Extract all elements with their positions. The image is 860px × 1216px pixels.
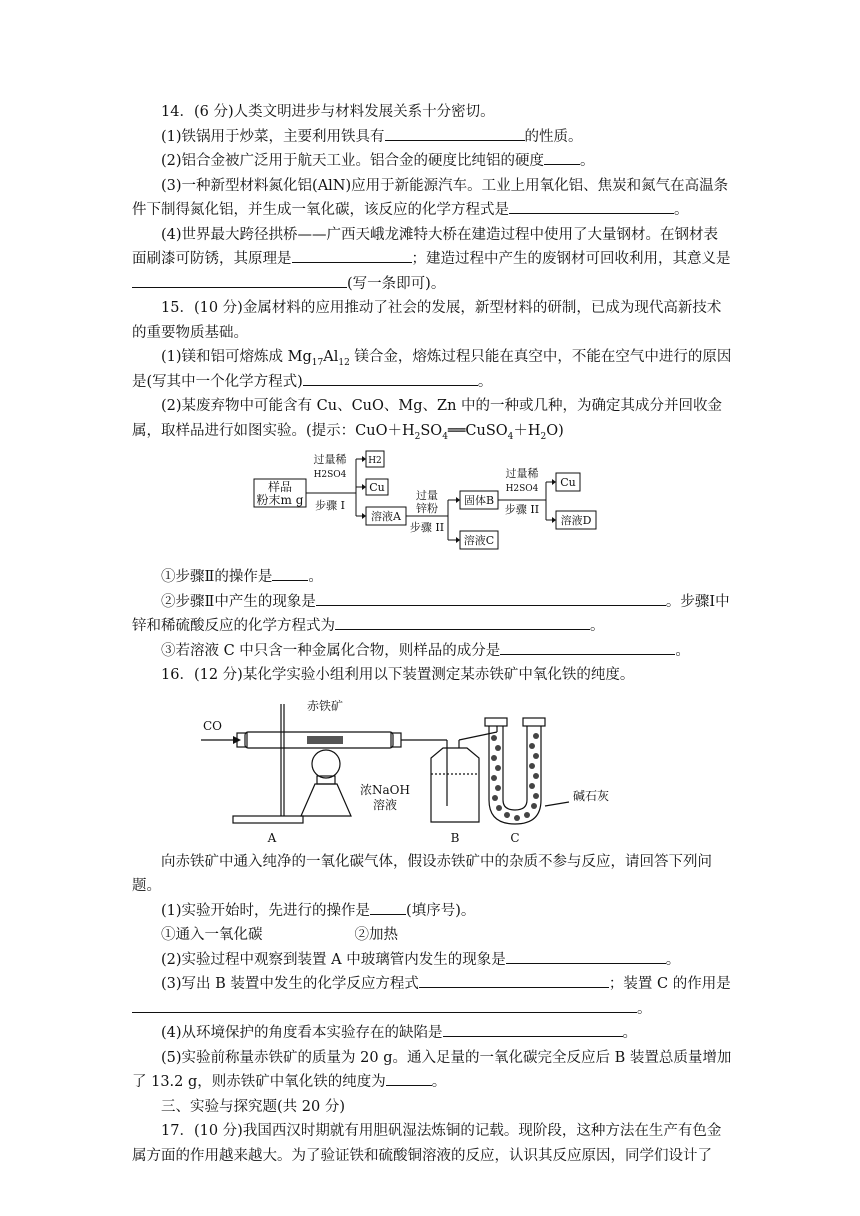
flow-sample-line2: 粉末m g	[256, 493, 304, 507]
label-lime: 碱石灰	[572, 788, 610, 803]
flow-reagent2-line1: 过量	[416, 489, 438, 502]
q16-blank1[interactable]	[370, 899, 406, 915]
label-c: C	[510, 830, 520, 845]
flow-solid-b: 固体B	[463, 494, 495, 507]
q16-part2: (2)实验过程中观察到装置 A 中玻璃管内发生的现象是 。	[132, 948, 732, 973]
q16-part3: (3)写出 B 装置中发生的化学反应方程式 ；装置 C 的作用是。	[132, 972, 732, 1021]
q16-options	[132, 923, 732, 948]
q16-blank5[interactable]	[443, 1021, 623, 1037]
flow-step1: 步骤 I	[315, 499, 345, 512]
stand-base	[233, 816, 303, 823]
label-co: CO	[203, 718, 223, 733]
q14-stem: 14．(6 分)人类文明进步与材料发展关系十分密切。	[161, 104, 495, 120]
q14-part1: (1)铁锅用于炒菜，主要利用铁具有 的性质。	[132, 125, 732, 150]
label-a: A	[267, 830, 277, 845]
q16-part5: (5)实验前称量赤铁矿的质量为 20 g。通入足量的一氧化碳完全反应后 B 装置总质量增加了 13.2 g，则赤铁矿中氧化铁的纯度为 。	[132, 1049, 732, 1090]
soda-lime-granules	[491, 733, 539, 821]
label-b: B	[450, 830, 460, 845]
q15-blank2[interactable]	[272, 565, 308, 581]
label-naoh-line2: 溶液	[372, 797, 398, 812]
flow-reagent2-line2: 锌粉	[416, 502, 438, 515]
q15-part1: (1)镁和铝可熔炼成 $Mg_{17}Al_{12}$ 镁合金，熔炼过程只能在真空中，不能在空气中进行的原因是(写其中一个化学方程式) 。	[132, 349, 732, 390]
u-left-stopper	[485, 718, 507, 726]
q14-part2: (2)铝合金被广泛用于航天工业。铝合金的硬度比纯铝的硬度 。	[132, 149, 732, 174]
q15-blank5[interactable]	[500, 639, 675, 655]
label-naoh-line1: 浓NaOH	[360, 782, 410, 797]
flow-reagent1-line2: H2SO4	[313, 470, 347, 480]
lamp-body	[301, 784, 351, 816]
flow-sample-line1: 样品	[267, 480, 293, 494]
q16-apparatus-diagram	[197, 696, 667, 846]
flow-sol-d: 溶液D	[560, 514, 592, 527]
ore-sample	[307, 736, 343, 744]
q15-stem: 15．(10 分)金属材料的应用推动了社会的发展，新型材料的研制，已成为现代高新技术的重要物质基础。	[132, 300, 722, 341]
flow-reagent1-line1: 过量稀	[313, 453, 347, 466]
u-right-stopper	[523, 718, 545, 726]
flow-step2b: 步骤 II	[504, 503, 540, 516]
flow-sol-a: 溶液A	[371, 510, 401, 523]
q16-intro: 向赤铁矿中通入纯净的一氧化碳气体，假设赤铁矿中的杂质不参与反应，请回答下列问题。	[132, 853, 712, 894]
bottle-b	[431, 748, 479, 822]
u-tube-inner	[503, 726, 527, 810]
q14-blank4[interactable]	[292, 247, 412, 263]
q14-blank2[interactable]	[544, 149, 580, 165]
q15-sub1: ①步骤Ⅱ的操作是 。	[132, 565, 732, 590]
flow-reagent3-line2: H2SO4	[505, 484, 539, 494]
section-heading: 三、实验与探究题(共 20 分)	[161, 1098, 345, 1115]
q15-sub3: ③若溶液 C 中只含一种金属化合物，则样品的成分是 。	[132, 639, 732, 664]
q16-option1: ①通入一氧化碳	[161, 927, 263, 943]
q16-option2: ②加热	[354, 927, 398, 943]
q16-blank2[interactable]	[506, 948, 666, 964]
q15-blank1[interactable]	[303, 370, 478, 386]
flow-cu2: Cu	[560, 476, 576, 489]
q14-blank5[interactable]	[132, 272, 347, 288]
flow-step2a: 步骤 II	[409, 521, 445, 534]
label-ore: 赤铁矿	[306, 698, 344, 713]
q16-blank4[interactable]	[132, 997, 637, 1013]
exam-page	[132, 100, 732, 1168]
q16-blank3[interactable]	[419, 972, 609, 988]
q16-part4: (4)从环境保护的角度看本实验存在的缺陷是 。	[132, 1021, 732, 1046]
q15-sub2: ②步骤Ⅱ中产生的现象是 。步骤Ⅰ中锌和稀硫酸反应的化学方程式为 。	[132, 590, 732, 639]
q15-flow-diagram	[252, 447, 612, 555]
q17-stem: 17．(10 分)我国西汉时期就有用胆矾湿法炼铜的记载。现阶段，这种方法在生产有色金属方面的作用越来越大。为了验证铁和硫酸铜溶液的反应，认识其反应原因，同学们设计了	[132, 1123, 722, 1164]
q15-part2: (2)某废弃物中可能含有 Cu、CuO、Mg、Zn 中的一种或几种，为确定其成分并回收金属，取样品进行如图实验。(提示：$CuO+H_2SO_4══CuSO_4+H_2O$)	[132, 398, 723, 442]
flow-cu1: Cu	[369, 481, 385, 494]
q14-blank3[interactable]	[509, 198, 674, 214]
q15-blank3[interactable]	[316, 590, 666, 606]
q15-blank4[interactable]	[335, 614, 590, 630]
q16-blank6[interactable]	[386, 1070, 432, 1086]
flow-reagent3-line1: 过量稀	[505, 467, 539, 480]
q16-part1: (1)实验开始时，先进行的操作是 (填序号)。	[132, 899, 732, 924]
q16-stem: 16．(12 分)某化学实验小组利用以下装置测定某赤铁矿中氧化铁的纯度。	[161, 667, 635, 683]
flow-sol-c: 溶液C	[463, 534, 495, 547]
q14-blank1[interactable]	[385, 125, 525, 141]
q14-part3: (3)一种新型材料氮化铝(AlN)应用于新能源汽车。工业上用氧化铝、焦炭和氮气在高温条件下制得氮化铝，并生成一氧化碳，该反应的化学方程式是 。	[132, 177, 729, 218]
q14-part4: (4)世界最大跨径拱桥——广西天峨龙滩特大桥在建造过程中使用了大量钢材。在钢材表面刷漆可防锈，其原理是 ；建造过程中产生的废钢材可回收利用，其意义是(写一条即可)。	[132, 226, 731, 292]
flow-h2: H2	[368, 456, 382, 466]
lamp-neck	[317, 776, 335, 784]
